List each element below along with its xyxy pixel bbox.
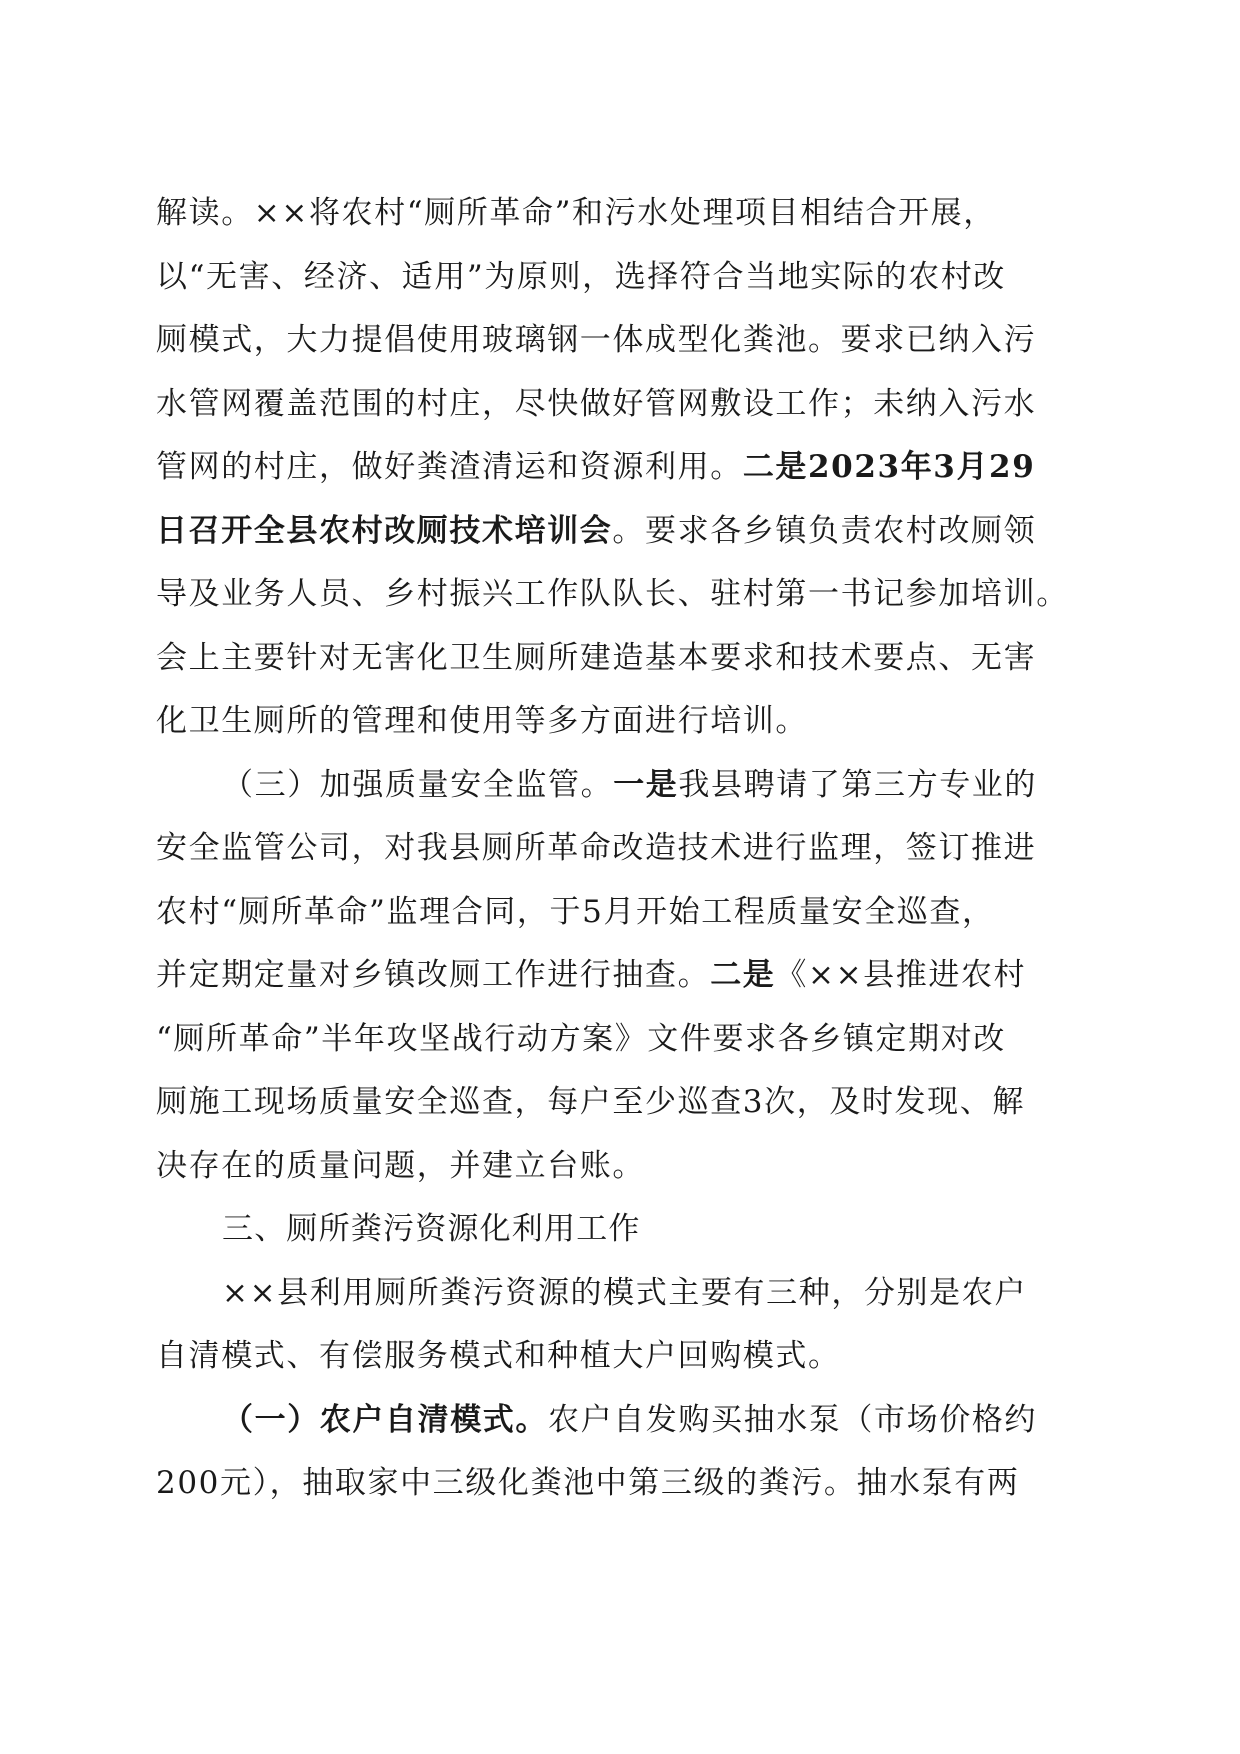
paragraph-heading-line (156, 1389, 1090, 1453)
body-line (156, 1325, 1090, 1389)
subsection-heading: （一）农户自清模式。 (222, 1401, 548, 1438)
text-run: 化卫生厕所的管理和使用等多方面进行培训。 (156, 703, 808, 739)
text-run: 200元），抽取家中三级化粪池中第三级的粪污。抽水泵有两 (156, 1465, 1020, 1501)
document-body (156, 182, 1090, 1516)
body-line (156, 690, 1090, 754)
text-run: 我县聘请了第三方专业的 (678, 766, 1038, 803)
body-line (156, 309, 1090, 373)
body-line (156, 563, 1090, 627)
text-run: 厕模式，大力提倡使用玻璃钢一体成型化粪池。要求已纳入污 (156, 322, 1037, 358)
section-heading: 三、厕所粪污资源化利用工作 (222, 1211, 641, 1247)
text-run: 解读。××将农村“厕所革命”和污水处理项目相结合开展， (156, 195, 996, 231)
text-run: 导及业务人员、乡村振兴工作队队长、驻村第一书记参加培训。 (156, 576, 1069, 612)
bold-text-run: 日召开全县农村改厕技术培训会 (156, 512, 613, 549)
paragraph-heading-line (156, 754, 1090, 818)
body-line (156, 881, 1090, 945)
body-line (156, 1135, 1090, 1199)
bold-text-run: 一是 (613, 766, 679, 803)
text-run: 安全监管公司，对我县厕所革命改造技术进行监理，签订推进 (156, 830, 1037, 866)
text-run: ××县利用厕所粪污资源的模式主要有三种，分别是农户 (222, 1274, 1027, 1311)
body-line (156, 500, 1090, 564)
body-line (156, 1008, 1090, 1072)
section-heading-line (156, 1198, 1090, 1262)
text-run: 水管网覆盖范围的村庄，尽快做好管网敷设工作；未纳入污水 (156, 385, 1037, 422)
text-run: 以“无害、经济、适用”为原则，选择符合当地实际的农村改 (156, 258, 1006, 295)
text-run: 《××县推进农村 (775, 957, 1027, 993)
text-run: 农户自发购买抽水泵（市场价格约 (548, 1401, 1037, 1438)
text-run: 自清模式、有偿服务模式和种植大户回购模式。 (156, 1338, 841, 1374)
text-run: 并定期定量对乡镇改厕工作进行抽查。 (156, 957, 711, 993)
body-line (156, 944, 1090, 1008)
body-line (156, 436, 1090, 500)
text-run: 。要求各乡镇负责农村改厕领 (612, 512, 1037, 549)
text-run: 农村“厕所革命”监理合同，于5月开始工程质量安全巡查， (156, 893, 995, 930)
section-subheading: （三）加强质量安全监管。 (222, 766, 614, 803)
text-run: 会上主要针对无害化卫生厕所建造基本要求和技术要点、无害 (156, 639, 1037, 676)
body-line (156, 1452, 1090, 1516)
bold-text-run: 二是2023年3月29 (742, 449, 1036, 485)
text-run: 管网的村庄，做好粪渣清运和资源利用。 (156, 449, 743, 485)
body-line (156, 182, 1090, 246)
body-line (156, 246, 1090, 310)
text-run: 厕施工现场质量安全巡查，每户至少巡查3次，及时发现、解 (156, 1084, 1025, 1120)
body-line (156, 627, 1090, 691)
body-line (156, 373, 1090, 437)
body-line (156, 1262, 1090, 1326)
body-line (156, 817, 1090, 881)
bold-text-run: 二是 (710, 957, 776, 993)
text-run: “厕所革命”半年攻坚战行动方案》文件要求各乡镇定期对改 (156, 1020, 1006, 1057)
body-line (156, 1071, 1090, 1135)
text-run: 决存在的质量问题，并建立台账。 (156, 1147, 645, 1184)
